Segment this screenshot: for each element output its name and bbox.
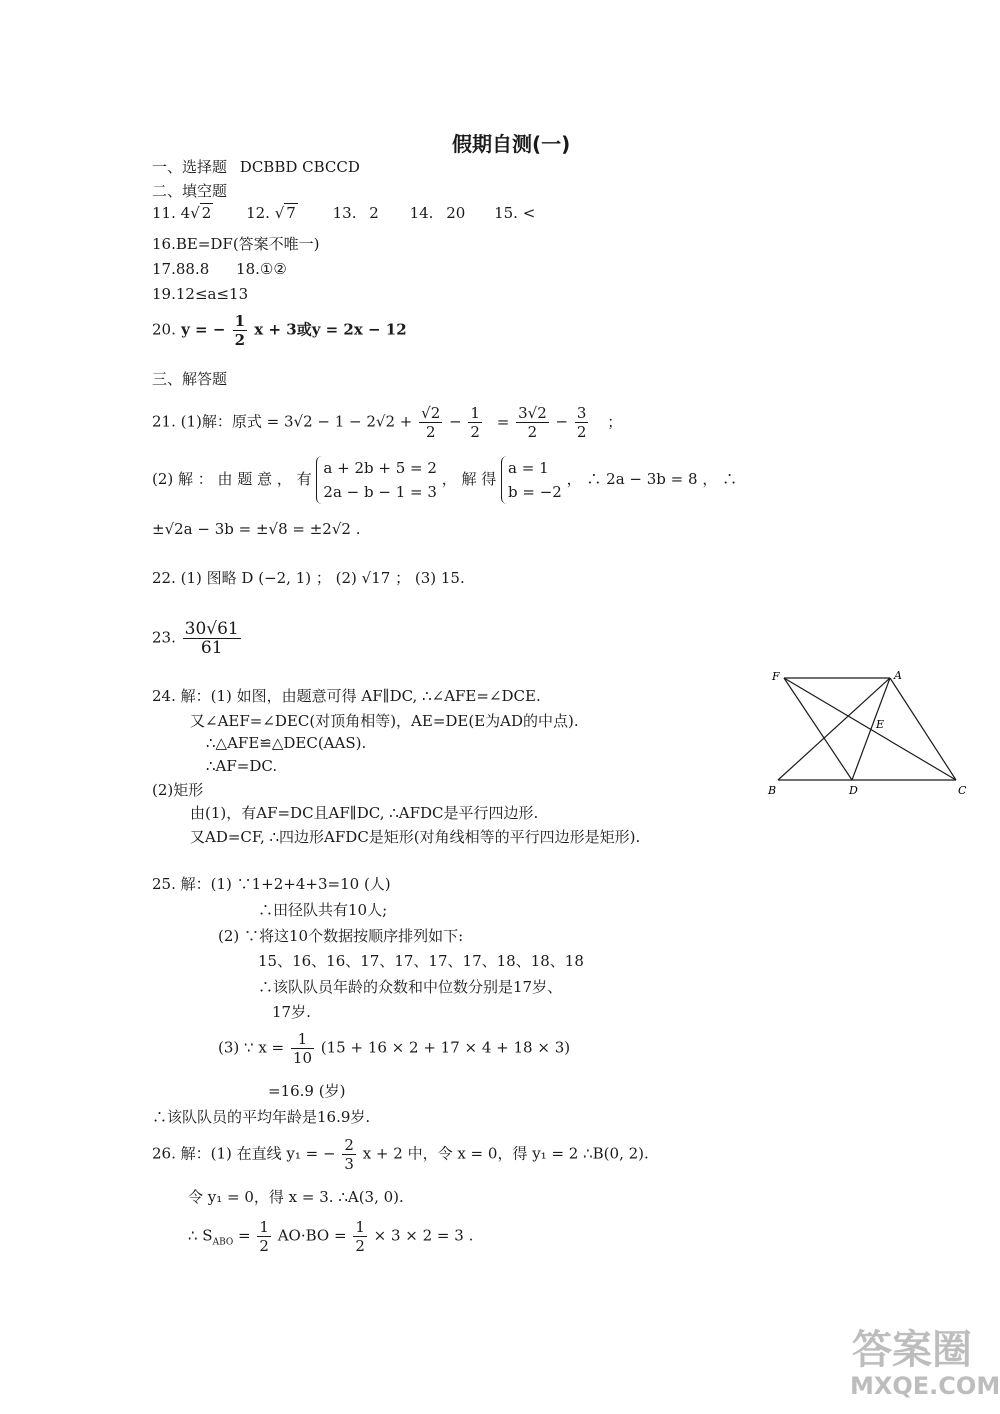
q24-line2: 又∠AEF=∠DEC(对顶角相等)，AE=DE(E为AD的中点). <box>190 712 579 730</box>
q21-f4-den: 2 <box>576 423 587 441</box>
q26-line3 <box>188 1218 473 1255</box>
q12-radicand: 7 <box>286 204 296 222</box>
q23-number: 23. <box>152 628 176 647</box>
answer-21-part1 <box>152 404 622 441</box>
section-fill-label: 二、填空题 <box>152 182 228 200</box>
q25-line4: 15、16、16、17、17、17、17、18、18、18 <box>258 952 584 970</box>
q21-f3-num: 3√2 <box>518 404 547 422</box>
q26-frac-num: 2 <box>344 1136 354 1154</box>
q21-part3: ±√2a − 3b = ±√8 = ±2√2 . <box>152 520 361 538</box>
q20-number: 20. <box>152 320 176 339</box>
q15-number: 15. <box>494 204 518 222</box>
choice-answers: DCBBD CBCCD <box>239 158 360 176</box>
q26-frac2-num: 1 <box>259 1218 269 1236</box>
q23-frac-den: 61 <box>200 638 223 658</box>
q24-line7: 又AD=CF, ∴四边形AFDC是矩形(对角线相等的平行四边形是矩形). <box>190 828 641 846</box>
q21-part1: (1)解：原式 = 3√2 − 1 − 2√2 + <box>180 412 413 431</box>
fig-label-E: E <box>876 718 885 731</box>
q23-frac-num: 30√61 <box>184 619 239 639</box>
q21-minus2: − <box>555 412 569 431</box>
q24-line3: ∴△AFE≌△DEC(AAS). <box>206 734 367 752</box>
answers-17-18 <box>152 260 287 278</box>
q21-equals: = <box>496 412 510 431</box>
q21-f3-den: 2 <box>527 423 538 441</box>
q11-coef: 4 <box>180 204 191 222</box>
q21-sys1-eq1: a + 2b + 5 = 2 <box>323 459 437 477</box>
q25-line7a: (3) ∵ x = <box>218 1038 285 1057</box>
q24-line4: ∴AF=DC. <box>206 757 278 775</box>
q25-line2: ∴田径队共有10人; <box>258 901 388 919</box>
q16-value: BE=DF(答案不唯一) <box>175 235 320 253</box>
q21-system-1 <box>316 456 437 504</box>
q11-radicand: 2 <box>201 204 212 222</box>
q21-number: 21. <box>152 412 176 431</box>
q26-frac-den: 3 <box>344 1155 354 1173</box>
q26-line2: 令 y₁ = 0，得 x = 3. ∴A(3, 0). <box>188 1188 404 1206</box>
answer-21-part2 <box>152 456 737 504</box>
fig-line-AD <box>852 678 890 780</box>
q26-line1a: 26. 解：(1) 在直线 y₁ = − <box>152 1144 336 1163</box>
q25-line8: =16.9 (岁) <box>268 1082 346 1100</box>
section-choice-label: 一、选择题 <box>152 158 228 176</box>
q19-value: 12≤a≤13 <box>175 285 249 303</box>
q26-frac3-den: 2 <box>355 1237 365 1255</box>
q26-frac2-den: 2 <box>259 1237 269 1255</box>
q19-number: 19. <box>152 285 176 303</box>
q26-line3c: AO·BO = <box>277 1226 352 1245</box>
q25-line9: ∴该队队员的平均年龄是16.9岁. <box>152 1108 371 1126</box>
q26-line3e: × 3 × 2 = 3 . <box>373 1226 474 1245</box>
q14-number: 14. <box>409 204 434 222</box>
q21-part2b: ， 解 得 <box>441 470 497 488</box>
q26-line3a: ∴ S <box>188 1226 213 1245</box>
q21-f1-den: 2 <box>425 423 436 441</box>
q26-frac3-num: 1 <box>355 1218 365 1236</box>
q21-part2c: ， ∴ 2a − 3b = 8 ， ∴ <box>566 470 738 488</box>
q24-line6: 由(1)，有AF=DC且AF∥DC, ∴AFDC是平行四边形. <box>190 804 539 822</box>
q24-line5: (2)矩形 <box>152 781 204 799</box>
q21-f2-num: 1 <box>470 404 480 422</box>
q20-post: x + 3或y = 2x − 12 <box>254 320 407 339</box>
q21-minus1: − <box>449 412 462 431</box>
q21-sys1-eq2: 2a − b − 1 = 3 <box>323 483 437 501</box>
q25-frac-num: 1 <box>291 1030 314 1049</box>
fig-label-C: C <box>958 784 967 797</box>
q26-line3b: = <box>233 1226 256 1245</box>
fig-line-FC <box>784 678 956 780</box>
q20-frac-num: 1 <box>234 312 246 330</box>
q21-f4-num: 3 <box>576 404 587 422</box>
q21-sys2-eq1: a = 1 <box>508 459 549 477</box>
q16-number: 16. <box>152 235 176 253</box>
q21-system-2 <box>501 456 562 504</box>
q25-line1: 25. 解：(1) ∵1+2+4+3=10 (人) <box>152 875 391 893</box>
page-title: 假期自测(一) <box>452 132 571 156</box>
q13-number: 13. <box>332 204 357 222</box>
answer-20 <box>152 312 407 349</box>
q21-sys2-eq2: b = −2 <box>508 483 562 501</box>
q25-line3: (2) ∵将这10个数据按顺序排列如下: <box>218 927 464 945</box>
q21-end: ； <box>607 412 623 431</box>
q26-line1 <box>152 1136 649 1173</box>
answer-16 <box>152 233 320 254</box>
section-choice <box>152 156 360 177</box>
q18-number: 18. <box>236 260 260 278</box>
q25-line6: 17岁. <box>272 1003 311 1021</box>
q11-number: 11. <box>152 204 176 222</box>
q13-value: 2 <box>369 204 379 222</box>
q20-frac-den: 2 <box>234 331 246 349</box>
q17-value: 88.8 <box>175 260 210 278</box>
fig-label-A: A <box>894 669 902 682</box>
q25-line5: ∴该队队员年龄的众数和中位数分别是17岁、 <box>258 978 563 996</box>
watermark-url: MXQE.COM <box>850 1372 1000 1400</box>
q20-pre: y = − <box>181 320 226 339</box>
answer-22 <box>152 567 465 588</box>
section-solve-label: 三、解答题 <box>152 370 228 388</box>
q24-line1: 24. 解：(1) 如图，由题意可得 AF∥DC, ∴∠AFE=∠DCE. <box>152 687 541 705</box>
q24-geometry-figure <box>760 668 970 803</box>
q22-number: 22. <box>152 569 176 587</box>
watermark-chinese: 答案圈 <box>852 1327 972 1373</box>
answer-19 <box>152 285 248 303</box>
q12-number: 12. <box>246 204 270 222</box>
fig-line-AC <box>890 678 956 780</box>
answer-23 <box>152 620 243 657</box>
q21-f2-den: 2 <box>470 423 480 441</box>
q14-value: 20 <box>446 204 466 222</box>
q25-frac-den: 10 <box>292 1049 312 1067</box>
q25-line7 <box>218 1030 570 1067</box>
q21-f1-num: √2 <box>421 404 441 422</box>
q26-line1b: x + 2 中，令 x = 0，得 y₁ = 2 ∴B(0, 2). <box>362 1144 649 1163</box>
q18-value: ①② <box>259 260 287 278</box>
fig-label-B: B <box>768 784 777 797</box>
q17-number: 17. <box>152 260 176 278</box>
q22-value: (1) 图略 D (−2, 1) ； (2) √17 ； (3) 15. <box>180 569 465 587</box>
q15-value: < <box>522 204 536 222</box>
fig-label-F: F <box>772 670 780 683</box>
answers-11-15: 11. 4√ 2 12. √ 7 13. 2 14. 20 15. < <box>152 204 536 222</box>
q25-line7b: (15 + 16 × 2 + 17 × 4 + 18 × 3) <box>320 1038 571 1057</box>
q26-line3-sub: ABO <box>212 1237 234 1248</box>
fig-label-D: D <box>849 784 858 797</box>
q21-part2: (2) 解 ： 由 题 意 ， 有 <box>152 470 312 488</box>
